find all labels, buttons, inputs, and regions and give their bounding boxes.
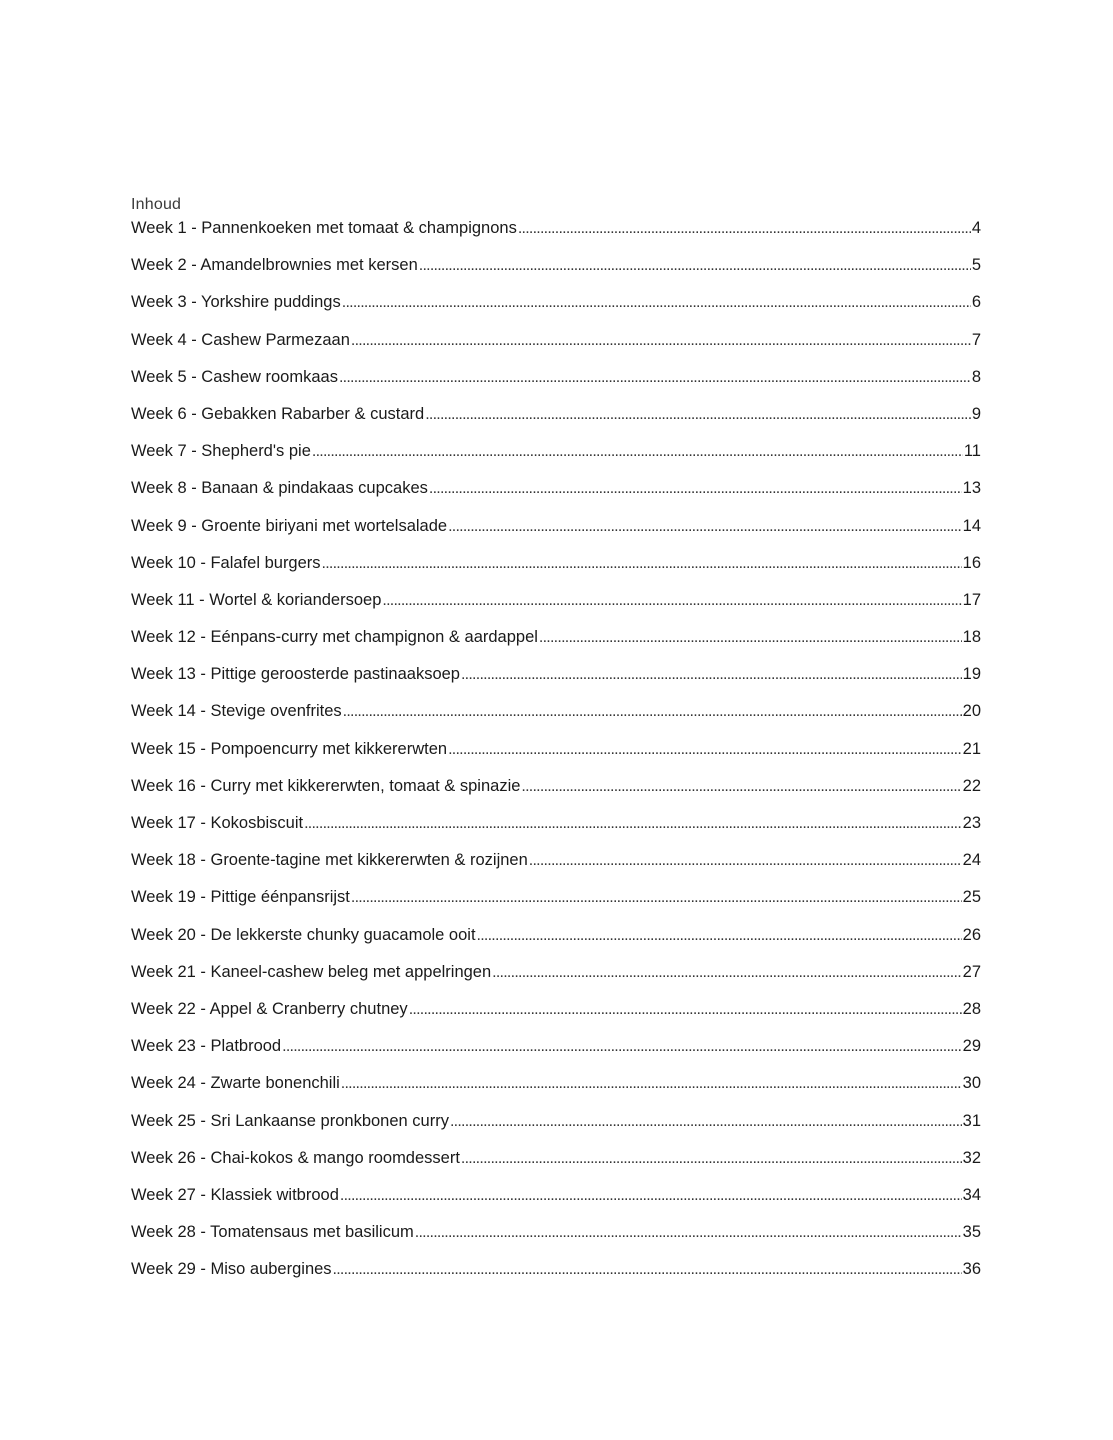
toc-entry-page-number[interactable]: 21 xyxy=(962,739,981,758)
toc-entry[interactable] xyxy=(131,1223,981,1260)
toc-dot-leader xyxy=(461,666,962,684)
toc-dot-leader xyxy=(448,518,962,536)
toc-entry-title[interactable]: Week 22 - Appel & Cranberry chutney xyxy=(131,999,408,1018)
toc-entry-page-number[interactable]: 5 xyxy=(971,256,981,275)
toc-entry-page-number[interactable]: 20 xyxy=(962,702,981,721)
toc-entry-title[interactable]: Week 3 - Yorkshire puddings xyxy=(131,293,341,312)
toc-dot-leader xyxy=(351,332,971,350)
toc-dot-leader xyxy=(518,220,971,238)
toc-entry-title[interactable]: Week 9 - Groente biriyani met wortelsalade xyxy=(131,516,448,535)
toc-entry-title[interactable]: Week 6 - Gebakken Rabarber & custard xyxy=(131,404,425,423)
toc-entry[interactable] xyxy=(131,851,981,888)
table-of-contents xyxy=(131,219,981,1297)
toc-entry[interactable] xyxy=(131,219,981,256)
toc-entry-title[interactable]: Week 25 - Sri Lankaanse pronkbonen curry xyxy=(131,1111,449,1130)
toc-entry-page-number[interactable]: 16 xyxy=(962,553,981,572)
toc-dot-leader xyxy=(312,443,963,461)
toc-entry-page-number[interactable]: 9 xyxy=(971,404,981,423)
toc-entry-page-number[interactable]: 26 xyxy=(962,925,981,944)
toc-entry[interactable] xyxy=(131,777,981,814)
toc-entry-page-number[interactable]: 4 xyxy=(971,219,981,237)
toc-entry-title[interactable]: Week 15 - Pompoencurry met kikkererwten xyxy=(131,739,448,758)
toc-entry-title[interactable]: Week 7 - Shepherd's pie xyxy=(131,442,311,461)
toc-entry-page-number[interactable]: 29 xyxy=(962,1037,981,1056)
toc-entry[interactable] xyxy=(131,517,981,554)
toc-entry[interactable] xyxy=(131,479,981,516)
toc-entry[interactable] xyxy=(131,442,981,479)
toc-entry-page-number[interactable]: 25 xyxy=(962,888,981,907)
toc-entry-title[interactable]: Week 11 - Wortel & koriandersoep xyxy=(131,590,382,609)
toc-entry-title[interactable]: Week 27 - Klassiek witbrood xyxy=(131,1185,339,1204)
toc-entry[interactable] xyxy=(131,368,981,405)
toc-entry[interactable] xyxy=(131,628,981,665)
toc-entry-page-number[interactable]: 31 xyxy=(962,1111,981,1130)
toc-entry-page-number[interactable]: 8 xyxy=(971,367,981,386)
toc-entry[interactable] xyxy=(131,926,981,963)
toc-entry-title[interactable]: Week 23 - Platbrood xyxy=(131,1037,282,1056)
toc-entry-page-number[interactable]: 11 xyxy=(963,442,981,461)
toc-entry[interactable] xyxy=(131,1000,981,1037)
toc-dot-leader xyxy=(461,1150,962,1168)
toc-dot-leader xyxy=(415,1224,962,1242)
toc-dot-leader xyxy=(521,778,961,796)
toc-entry-page-number[interactable]: 7 xyxy=(971,330,981,349)
toc-entry-title[interactable]: Week 13 - Pittige geroosterde pastinaaksoep xyxy=(131,665,460,684)
toc-entry[interactable] xyxy=(131,331,981,368)
toc-dot-leader xyxy=(322,555,962,573)
toc-entry[interactable] xyxy=(131,740,981,777)
toc-dot-leader xyxy=(409,1001,962,1019)
toc-entry-page-number[interactable]: 17 xyxy=(962,590,981,609)
toc-entry[interactable] xyxy=(131,665,981,702)
toc-dot-leader xyxy=(282,1038,962,1056)
toc-entry-title[interactable]: Week 10 - Falafel burgers xyxy=(131,553,321,572)
toc-dot-leader xyxy=(529,852,962,870)
toc-entry[interactable] xyxy=(131,963,981,1000)
toc-entry[interactable] xyxy=(131,1112,981,1149)
toc-entry-page-number[interactable]: 28 xyxy=(962,999,981,1018)
toc-dot-leader xyxy=(448,741,962,759)
toc-dot-leader xyxy=(333,1261,962,1279)
toc-dot-leader xyxy=(429,480,962,498)
toc-dot-leader xyxy=(351,889,962,907)
toc-entry-page-number[interactable]: 13 xyxy=(962,479,981,498)
toc-entry-title[interactable]: Week 24 - Zwarte bonenchili xyxy=(131,1074,340,1093)
toc-entry-title[interactable]: Week 8 - Banaan & pindakaas cupcakes xyxy=(131,479,428,498)
toc-entry-title[interactable]: Week 12 - Eénpans-curry met champignon & aardappel xyxy=(131,628,538,647)
toc-entry-page-number[interactable]: 6 xyxy=(971,293,981,312)
toc-entry-title[interactable]: Week 17 - Kokosbiscuit xyxy=(131,814,304,832)
toc-dot-leader xyxy=(304,815,962,833)
toc-entry-title[interactable]: Week 21 - Kaneel-cashew beleg met appelringen xyxy=(131,962,492,981)
toc-entry-title[interactable]: Week 29 - Miso aubergines xyxy=(131,1260,332,1279)
toc-entry[interactable] xyxy=(131,405,981,442)
toc-dot-leader xyxy=(419,257,971,275)
toc-entry-title[interactable]: Week 20 - De lekkerste chunky guacamole ooit xyxy=(131,925,476,944)
toc-entry-page-number[interactable]: 18 xyxy=(962,628,981,647)
toc-entry-title[interactable]: Week 14 - Stevige ovenfrites xyxy=(131,702,342,721)
toc-entry[interactable] xyxy=(131,1037,981,1074)
toc-dot-leader xyxy=(341,1075,962,1093)
toc-dot-leader xyxy=(539,629,962,647)
toc-entry-title[interactable]: Week 5 - Cashew roomkaas xyxy=(131,367,338,386)
toc-entry-page-number[interactable]: 19 xyxy=(962,665,981,684)
toc-dot-leader xyxy=(425,406,971,424)
toc-entry-title[interactable]: Week 2 - Amandelbrownies met kersen xyxy=(131,256,418,275)
toc-heading: Inhoud xyxy=(131,196,182,213)
toc-entry-page-number[interactable]: 30 xyxy=(962,1074,981,1093)
toc-entry-title[interactable]: Week 18 - Groente-tagine met kikkererwten & rozijnen xyxy=(131,851,528,870)
toc-entry[interactable] xyxy=(131,814,981,851)
toc-dot-leader xyxy=(477,927,962,945)
toc-entry-page-number[interactable]: 27 xyxy=(962,962,981,981)
toc-entry[interactable] xyxy=(131,256,981,293)
toc-entry-title[interactable]: Week 26 - Chai-kokos & mango roomdessert xyxy=(131,1148,460,1167)
toc-entry[interactable] xyxy=(131,293,981,330)
toc-entry-page-number[interactable]: 24 xyxy=(962,851,981,870)
toc-entry-page-number[interactable]: 35 xyxy=(962,1223,981,1242)
toc-entry[interactable] xyxy=(131,554,981,591)
toc-entry[interactable] xyxy=(131,591,981,628)
toc-entry-page-number[interactable]: 36 xyxy=(962,1260,981,1279)
toc-entry-page-number[interactable]: 32 xyxy=(962,1148,981,1167)
toc-entry-page-number[interactable]: 23 xyxy=(962,814,981,832)
toc-dot-leader xyxy=(340,1187,962,1205)
toc-dot-leader xyxy=(382,592,961,610)
toc-dot-leader xyxy=(343,703,962,721)
toc-entry[interactable] xyxy=(131,888,981,925)
toc-entry-title[interactable]: Week 4 - Cashew Parmezaan xyxy=(131,330,350,349)
toc-dot-leader xyxy=(339,369,971,387)
toc-entry-page-number[interactable]: 34 xyxy=(962,1185,981,1204)
toc-entry-page-number[interactable]: 22 xyxy=(962,776,981,795)
toc-dot-leader xyxy=(342,294,971,312)
toc-entry-title[interactable]: Week 1 - Pannenkoeken met tomaat & champignons xyxy=(131,219,517,237)
toc-entry[interactable] xyxy=(131,1260,981,1297)
toc-entry-title[interactable]: Week 16 - Curry met kikkererwten, tomaat & spinazie xyxy=(131,776,521,795)
toc-entry-title[interactable]: Week 19 - Pittige éénpansrijst xyxy=(131,888,350,907)
toc-entry-page-number[interactable]: 14 xyxy=(962,516,981,535)
toc-entry[interactable] xyxy=(131,1074,981,1111)
toc-dot-leader xyxy=(450,1113,962,1131)
toc-entry[interactable] xyxy=(131,1186,981,1223)
toc-entry[interactable] xyxy=(131,1149,981,1186)
toc-dot-leader xyxy=(492,964,961,982)
toc-entry-title[interactable]: Week 28 - Tomatensaus met basilicum xyxy=(131,1223,414,1242)
toc-entry[interactable] xyxy=(131,702,981,739)
